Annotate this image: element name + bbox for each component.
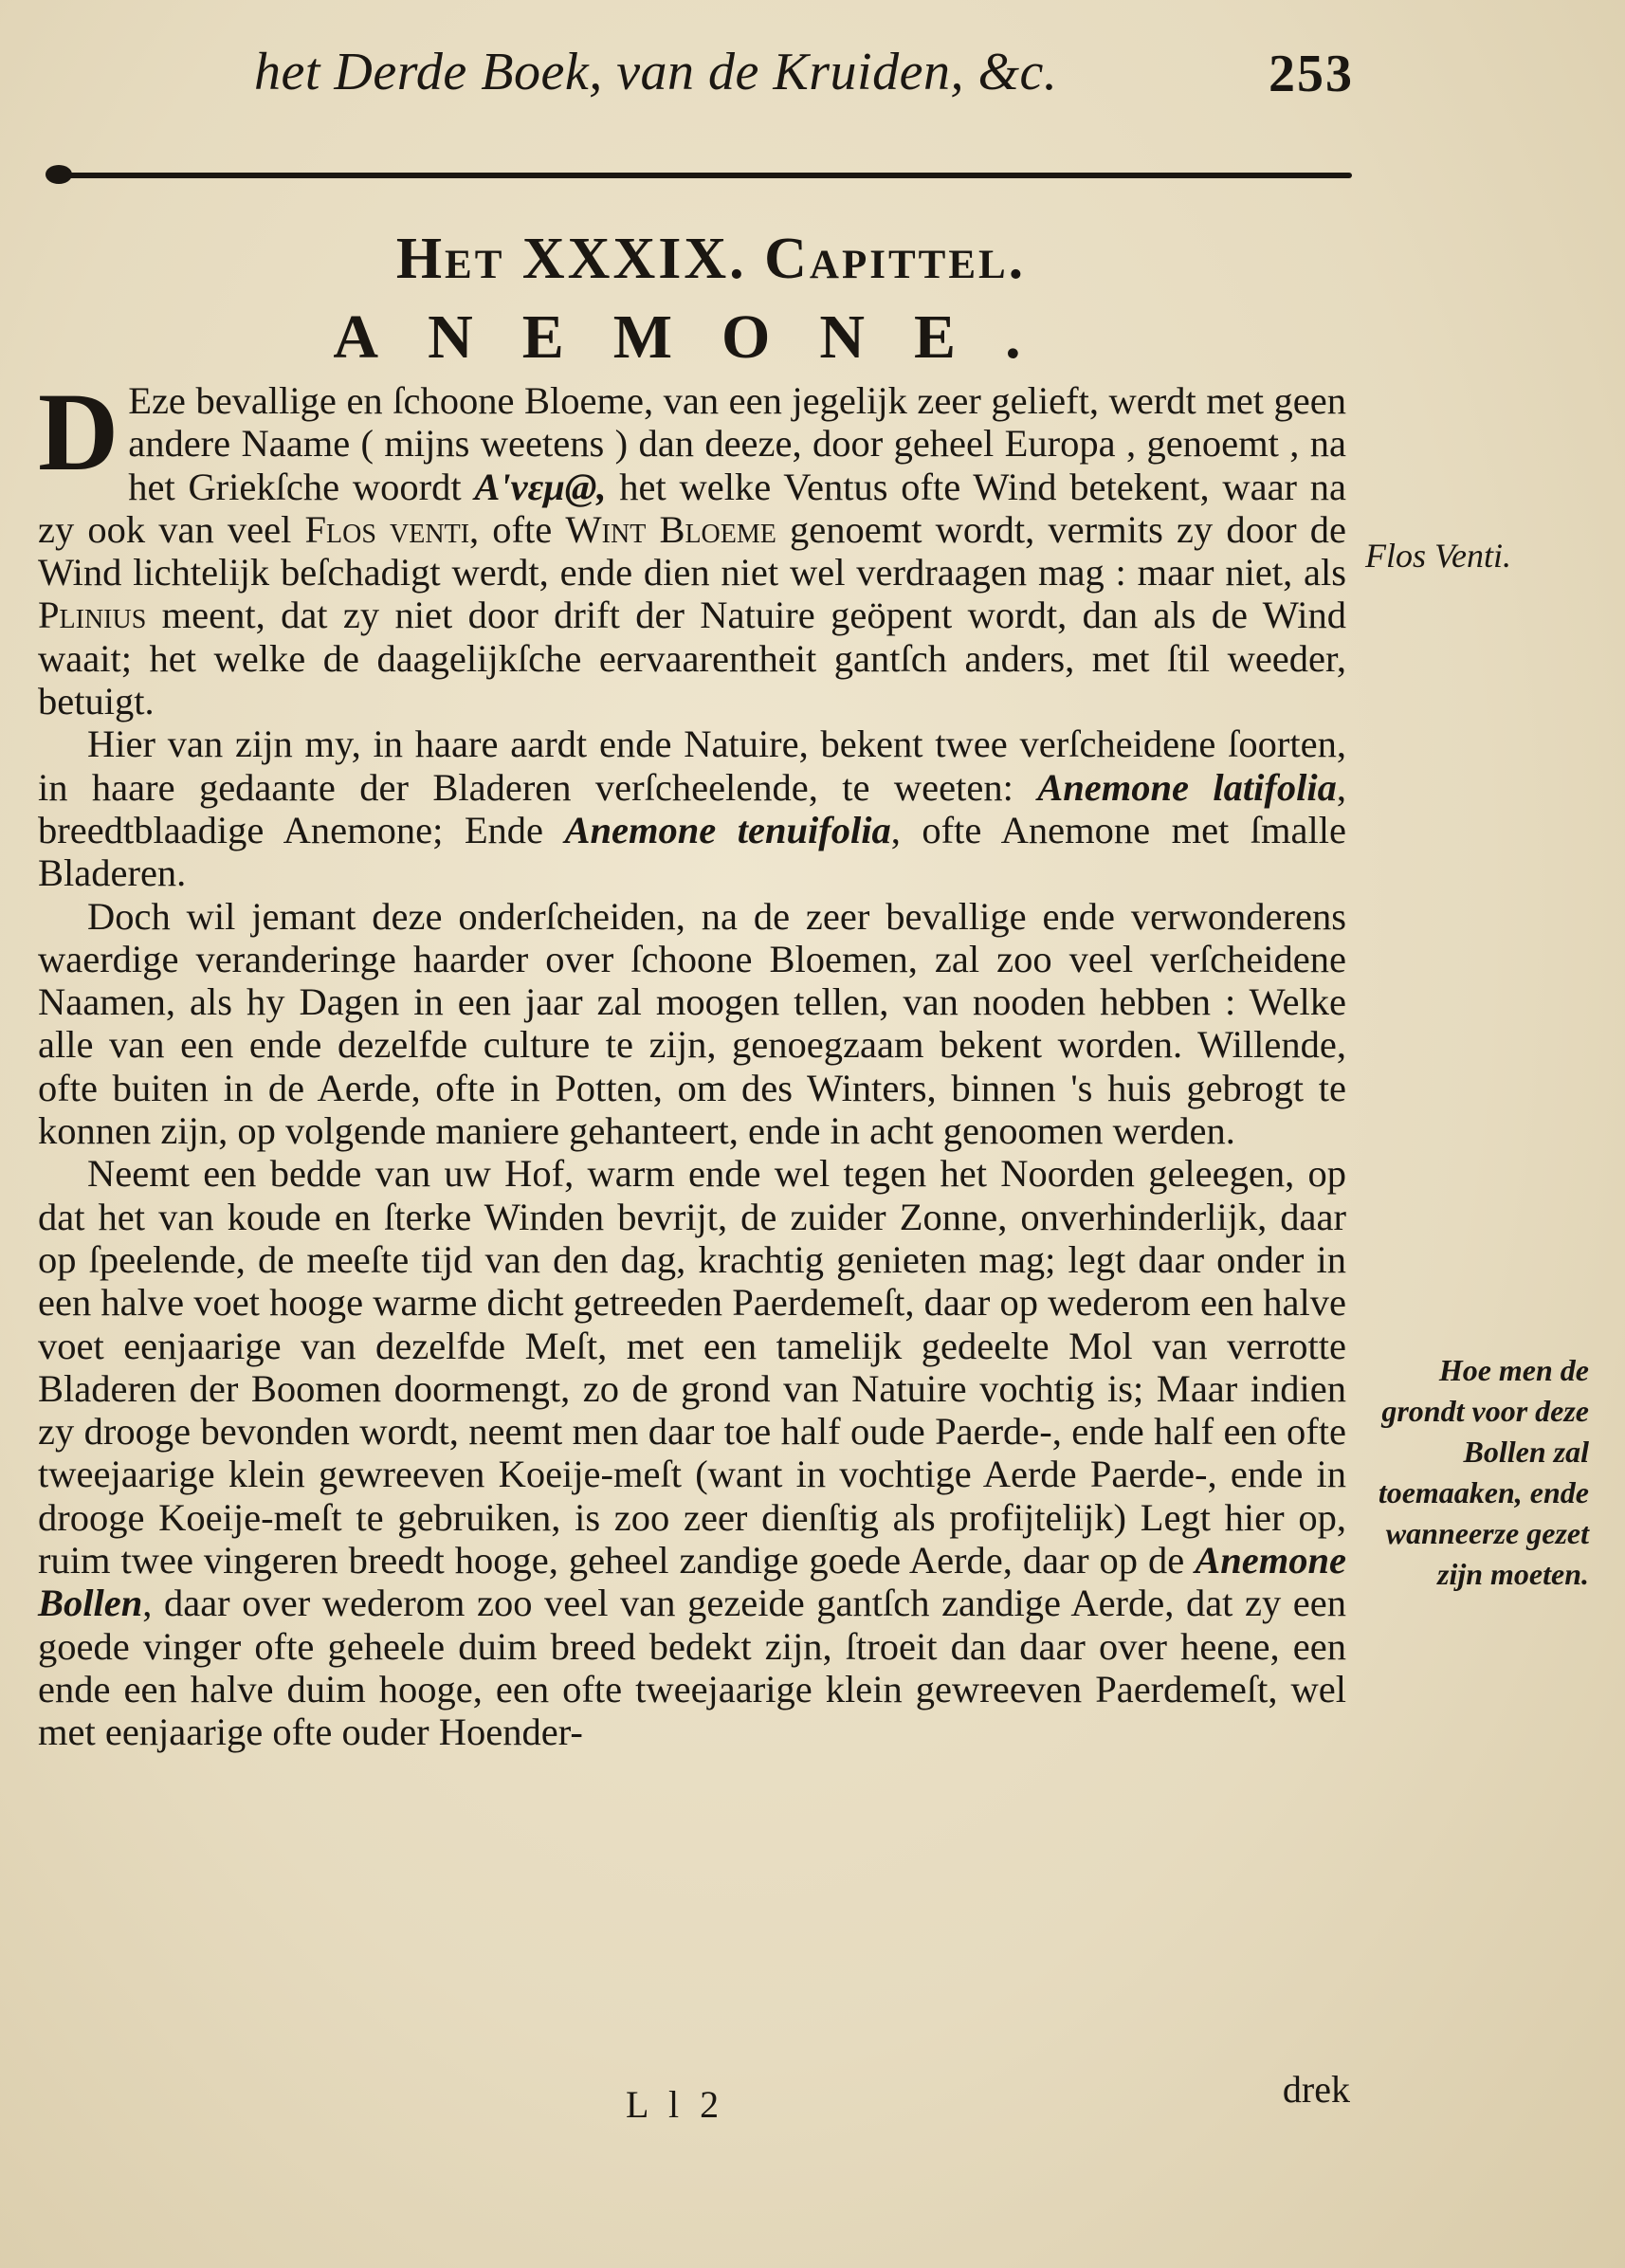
- drop-cap: D: [38, 370, 119, 494]
- page-number: 253: [1269, 45, 1354, 103]
- paragraph-3: Doch wil jemant deze onderſcheiden, na de zeer bevallige ende verwonderens waerdige veranderinge haarder over ſchoone Bloemen, zal zoo veel verſcheidene Naamen, als hy Dagen in een jaar zal moogen tellen, van nooden hebben : Welke alle van een ende dezelfde culture te zijn, genoegzaam bekent worden. Willende, ofte buiten in de Aerde, ofte in Potten, om des Winters, binnen 's huis gebrogt te konnen zijn, op volgende maniere gehanteert, ende in acht genoomen werden.: [38, 894, 1346, 1153]
- paragraph-2: [38, 722, 1346, 894]
- paragraph-2-text-a: Hier van zijn my, in haare aardt ende Natuire, bekent twee verſcheidene ſoorten, in haare gedaante der Bladeren verſcheelende, te weeten:: [38, 722, 1346, 809]
- greek-word: Α'νεμ@,: [474, 465, 607, 508]
- paragraph-1: [38, 370, 1346, 723]
- paragraph-1-text-d: genoemt wordt, vermits zy door de Wind lichtelijk beſchadigt werdt, ende dien niet wel verdraagen mag : maar niet, als: [38, 507, 1346, 594]
- flos-venti-term: Flos venti: [304, 507, 470, 551]
- section-title: ANEMONE.: [333, 302, 1070, 372]
- plinius-name: Plinius: [38, 594, 147, 637]
- running-head: [245, 36, 1363, 112]
- wint-bloeme-term: Wint Bloeme: [565, 507, 776, 551]
- paragraph-2-text-c: , ofte Anemone met ſmalle Bladeren.: [38, 808, 1346, 895]
- catchword: drek: [1282, 2068, 1350, 2111]
- signature-mark: L l 2: [626, 2083, 725, 2126]
- paragraph-2-text-b: , breedtblaadige Anemone; Ende: [38, 765, 1346, 851]
- anemone-bollen-term: Anemone Bollen: [38, 1539, 1346, 1625]
- header-rule: [53, 173, 1352, 178]
- paragraph-1-text-b: het welke Ventus ofte Wind betekent, waar na zy ook van veel: [38, 465, 1346, 551]
- paragraph-4-text-b: , daar over wederom zoo veel van gezeide gantſch zandige Aerde, dat zy een goede vinger ofte geheele duim breed bedekt zijn, ſtroeit dan daar over heene, een ende een halve duim hooge, een ofte tweejaarige klein gewreeven Paerdemeſt, wel met eenjaarige ofte ouder Hoender-: [38, 1582, 1346, 1754]
- running-title: het Derde Boek, van de Kruiden, &c.: [254, 43, 1058, 101]
- paragraph-1-text-a: Eze bevallige en ſchoone Bloeme, van een jegelijk zeer gelieft, werdt met geen andere Naame ( mijns weetens ) dan deeze, door geheel Europa , genoemt , na het Griekſche woordt: [128, 379, 1346, 508]
- chapter-title: Het XXXIX. Capittel.: [395, 227, 1027, 291]
- paragraph-1-text-e: meent, dat zy niet door drift der Natuire geöpent wordt, dan als de Wind waait; het welke de daagelijkſche eervaarentheit gantſch anders, met ſtil weeder, betuigt.: [38, 594, 1346, 723]
- margin-note-flos-venti: Flos Venti.: [1365, 537, 1511, 575]
- anemone-tenuifolia-term: Anemone tenuifolia: [564, 808, 891, 851]
- anemone-latifolia-term: Anemone latifolia: [1037, 765, 1337, 809]
- paragraph-1-text-c: , ofte: [469, 507, 566, 551]
- body-text: [38, 370, 1346, 1754]
- paragraph-4: [38, 1152, 1346, 1753]
- paragraph-4-text-a: Neemt een bedde van uw Hof, warm ende wel tegen het Noorden geleegen, op dat het van koude en ſterke Winden bevrijt, de zuider Zonne, onverhinderlijk, daar op ſpeelende, de meeſte tijd van den dag, krachtig genieten mag; legt daar onder in een halve voet hooge warme dicht getreeden Paerdemeſt, daar op wederom een halve voet eenjaarige van dezelfde Meſt, met een tamelijk gedeelte Mol van verrotte Bladeren der Boomen doormengt, zo de grond van Natuire vochtig is; Maar indien zy drooge bevonden wordt, neemt men daar toe half oude Paerde-, ende half een ofte tweejaarige klein gewreeven Koeije-meſt (want in vochtige Aerde Paerde-, ende in drooge Koeije-meſt te gebruiken, is zoo zeer dienſtig als profijtelijk) Legt hier op, ruim twee vingeren breedt hooge, geheel zandige goede Aerde, daar op de: [38, 1152, 1346, 1582]
- margin-note-soil-preparation: Hoe men de grondt voor deze Bollen zal toemaaken, ende wanneerze gezet zijn moeten.: [1378, 1353, 1589, 1591]
